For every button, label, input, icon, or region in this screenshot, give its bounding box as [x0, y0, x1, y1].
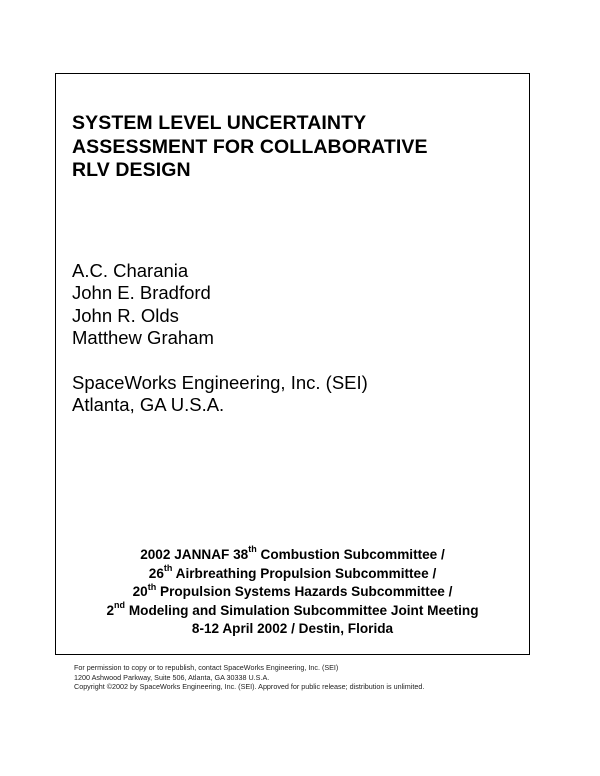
- meeting-line-2: 26th Airbreathing Propulsion Subcommittee /: [148, 563, 437, 581]
- meeting-line-5: 8-12 April 2002 / Destin, Florida: [191, 621, 394, 637]
- footer-permission: For permission to copy or to republish, contact SpaceWorks Engineering, Inc. (SEI): [74, 663, 339, 672]
- title-line-1: SYSTEM LEVEL UNCERTAINTY: [72, 112, 367, 134]
- author-list: [72, 260, 214, 349]
- author-name: Matthew Graham: [72, 326, 214, 348]
- footer-notice: [74, 663, 424, 692]
- title-line-2: ASSESSMENT FOR COLLABORATIVE: [72, 135, 428, 158]
- footer-copyright: Copyright ©2002 by SpaceWorks Engineering, Inc. (SEI). Approved for public release; distribution is unlimited.: [74, 682, 425, 692]
- author-name: John E. Bradford: [72, 282, 211, 304]
- paper-title: [72, 112, 428, 183]
- affiliation-location: Atlanta, GA U.S.A.: [72, 394, 225, 416]
- meeting-info: [58, 546, 527, 639]
- author-name: John R. Olds: [72, 304, 179, 326]
- meeting-line-1: 2002 JANNAF 38th Combustion Subcommittee /: [140, 544, 445, 562]
- title-line-3: RLV DESIGN: [72, 159, 191, 181]
- author-name: A.C. Charania: [72, 260, 189, 281]
- affiliation: [72, 372, 368, 417]
- footer-address: 1200 Ashwood Parkway, Suite 506, Atlanta, GA 30338 U.S.A.: [74, 672, 270, 682]
- affiliation-organization: SpaceWorks Engineering, Inc. (SEI): [72, 372, 368, 393]
- meeting-line-4: 2nd Modeling and Simulation Subcommittee Joint Meeting: [106, 600, 479, 618]
- meeting-line-3: 20th Propulsion Systems Hazards Subcommittee /: [132, 581, 453, 600]
